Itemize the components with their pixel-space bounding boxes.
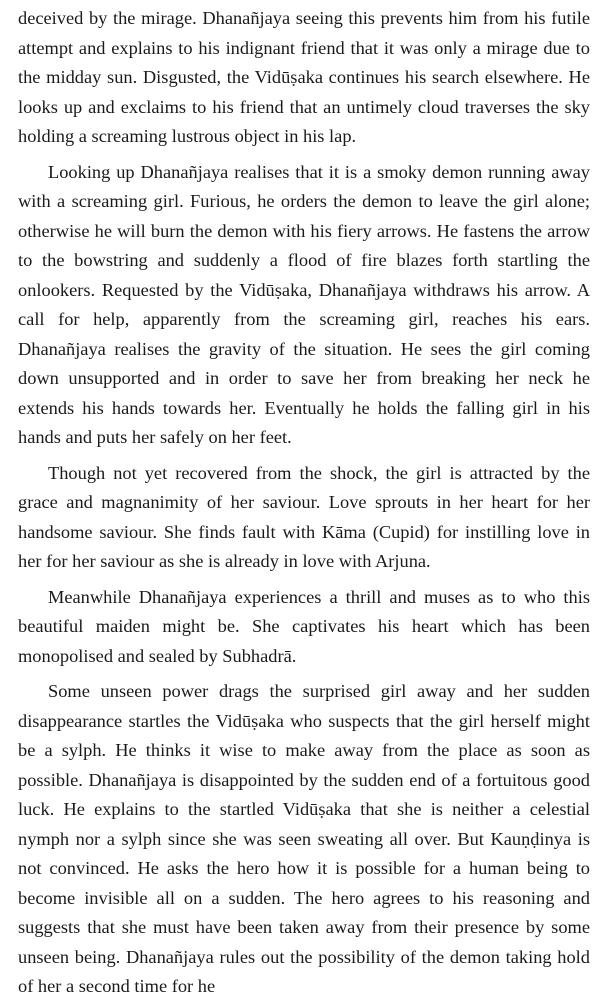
- paragraph-5: Some unseen power drags the surprised girl away and her sudden disappearance startles the Vidūṣaka who suspects that the girl herself might be a sylph. He thinks it wise to make away from the place as soon as possible. Dhanañjaya is disappointed by the sudden end of a fortuitous good luck. He explains to the startled Vidūṣaka that she is neither a celestial nymph nor a sylph since she was seen sweating all over. But Kauṇḍinya is not convinced. He asks the hero how it is possible for a human being to become invisible all on a sudden. The hero agrees to his reasoning and suggests that she must have been taken away from their presence by some unseen being. Dhanañjaya rules out the possibility of the demon taking hold of her a second time for he: [18, 681, 590, 996]
- paragraph-2: Looking up Dhanañjaya realises that it is a smoky demon running away with a screaming girl. Furious, he orders the demon to leave the girl alone; otherwise he will burn the demon with his fiery arrows. He fastens the arrow to the bowstring and suddenly a flood of fire blazes forth startling the onlookers. Requested by the Vidūṣaka, Dhanañjaya withdraws his arrow. A call for help, apparently from the screaming girl, reaches his ears. Dhanañjaya realises the gravity of the situation. He sees the girl coming down unsupported and in order to save her from breaking her neck he extends his hands towards her. Eventually he holds the falling girl in his hands and puts her safely on her feet.: [18, 161, 590, 447]
- paragraph-3: Though not yet recovered from the shock, the girl is attracted by the grace and magnanimity of her saviour. Love sprouts in her heart for her handsome saviour. She finds fault with Kāma (Cupid) for instilling love in her for her saviour as she is already in love with Arjuna.: [18, 462, 590, 571]
- paragraph-4: Meanwhile Dhanañjaya experiences a thrill and muses as to who this beautiful maiden might be. She captivates his heart which has been monopolised and sealed by Subhadrā.: [18, 586, 590, 666]
- paragraph-1: deceived by the mirage. Dhanañjaya seeing this prevents him from his futile attempt and explains to his indignant friend that it was only a mirage due to the midday sun. Disgusted, the Vidūṣaka continues his search elsewhere. He looks up and exclaims to his friend that an untimely cloud traverses the sky holding a screaming lustrous object in his lap.: [18, 8, 590, 146]
